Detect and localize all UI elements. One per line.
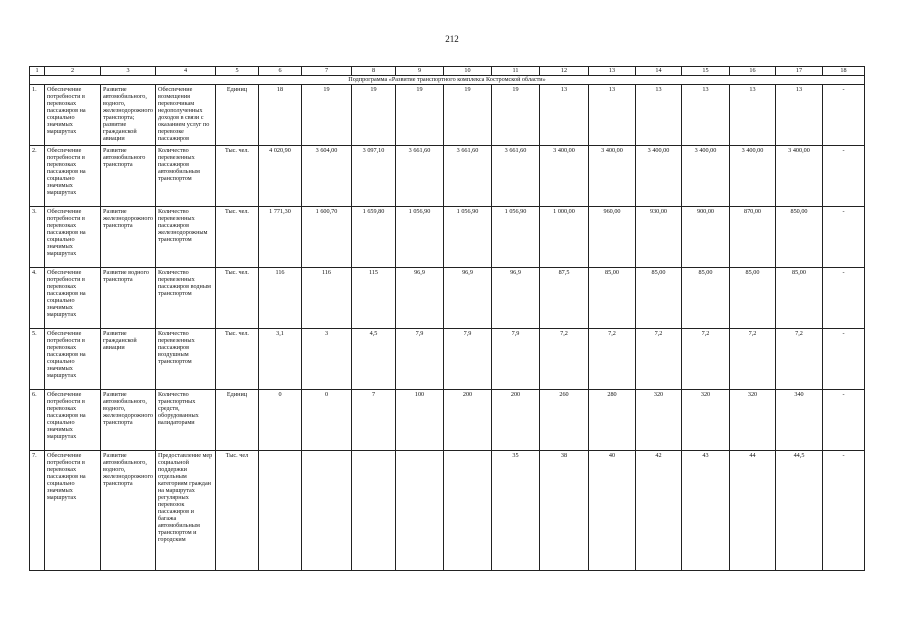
value-cell: 3 400,00 xyxy=(682,146,730,207)
value-cell: 870,00 xyxy=(730,207,776,268)
direction-cell: Развитие автомобильного, водного, железнодорожного транспорта xyxy=(101,451,156,571)
value-cell: 42 xyxy=(636,451,682,571)
value-cell: 19 xyxy=(492,85,540,146)
value-cell: 19 xyxy=(444,85,492,146)
value-cell: 7 xyxy=(352,390,396,451)
column-header: 15 xyxy=(682,67,730,76)
value-cell: 7,2 xyxy=(589,329,636,390)
value-cell: 7,9 xyxy=(396,329,444,390)
value-cell: 3,1 xyxy=(259,329,302,390)
value-cell: 7,2 xyxy=(682,329,730,390)
row-number: 7. xyxy=(30,451,45,571)
column-header: 11 xyxy=(492,67,540,76)
value-cell: 200 xyxy=(492,390,540,451)
column-header: 14 xyxy=(636,67,682,76)
value-cell: 3 661,60 xyxy=(444,146,492,207)
empty-cell: - xyxy=(823,390,865,451)
task-cell: Обеспечение потребности в перевозках пассажиров на социально значимых маршрутах xyxy=(45,207,101,268)
table-row xyxy=(30,85,865,146)
unit-cell: Тыс. чел xyxy=(216,451,259,571)
value-cell: 1 056,90 xyxy=(444,207,492,268)
value-cell: 19 xyxy=(352,85,396,146)
value-cell: 3 661,60 xyxy=(396,146,444,207)
value-cell: 1 056,90 xyxy=(492,207,540,268)
indicator-cell: Обеспечение возмещения перевозчикам недополученных доходов в связи с оказанием услуг по перевозке пассажиров xyxy=(156,85,216,146)
value-cell: 7,2 xyxy=(776,329,823,390)
value-cell: 13 xyxy=(776,85,823,146)
table-row xyxy=(30,207,865,268)
indicator-cell: Количество перевезенных пассажиров водным транспортом xyxy=(156,268,216,329)
value-cell: 38 xyxy=(540,451,589,571)
unit-cell: Тыс. чел. xyxy=(216,146,259,207)
column-header: 12 xyxy=(540,67,589,76)
value-cell: 85,00 xyxy=(636,268,682,329)
value-cell: 3 400,00 xyxy=(540,146,589,207)
table-row xyxy=(30,390,865,451)
value-cell xyxy=(302,451,352,571)
direction-cell: Развитие автомобильного транспорта xyxy=(101,146,156,207)
indicator-cell: Количество транспортных средств, оборудованных валидаторами xyxy=(156,390,216,451)
column-header: 3 xyxy=(101,67,156,76)
value-cell: 7,9 xyxy=(444,329,492,390)
value-cell: 13 xyxy=(730,85,776,146)
indicator-cell: Количество перевезенных пассажиров воздушным транспортом xyxy=(156,329,216,390)
unit-cell: Единиц xyxy=(216,390,259,451)
subprogram-row xyxy=(30,76,865,85)
empty-cell: - xyxy=(823,329,865,390)
value-cell: 960,00 xyxy=(589,207,636,268)
subprogram-title: Подпрограмма «Развитие транспортного комплекса Костромской области» xyxy=(30,76,865,85)
column-header: 13 xyxy=(589,67,636,76)
value-cell: 3 097,10 xyxy=(352,146,396,207)
value-cell: 3 400,00 xyxy=(776,146,823,207)
row-number: 2. xyxy=(30,146,45,207)
direction-cell: Развитие автомобильного, водного, железнодорожного транспорта xyxy=(101,390,156,451)
value-cell: 1 600,70 xyxy=(302,207,352,268)
table-row xyxy=(30,146,865,207)
column-header: 5 xyxy=(216,67,259,76)
row-number: 5. xyxy=(30,329,45,390)
value-cell: 4 020,90 xyxy=(259,146,302,207)
direction-cell: Развитие автомобильного, водного, железнодорожного транспорта; развитие гражданской авиации xyxy=(101,85,156,146)
value-cell: 280 xyxy=(589,390,636,451)
value-cell xyxy=(259,451,302,571)
value-cell: 260 xyxy=(540,390,589,451)
direction-cell: Развитие железнодорожного транспорта xyxy=(101,207,156,268)
value-cell: 1 659,80 xyxy=(352,207,396,268)
value-cell: 13 xyxy=(589,85,636,146)
direction-cell: Развитие гражданской авиации xyxy=(101,329,156,390)
value-cell: 1 771,30 xyxy=(259,207,302,268)
value-cell: 85,00 xyxy=(589,268,636,329)
value-cell: 4,5 xyxy=(352,329,396,390)
value-cell: 44,5 xyxy=(776,451,823,571)
value-cell: 1 000,00 xyxy=(540,207,589,268)
value-cell: 7,2 xyxy=(730,329,776,390)
value-cell: 3 604,00 xyxy=(302,146,352,207)
row-number: 6. xyxy=(30,390,45,451)
indicator-cell: Предоставление мер социальной поддержки отдельным категориям граждан на маршрутах регулярных перевозок пассажиров и багажа автомобильным транспортом и городским xyxy=(156,451,216,571)
column-header: 18 xyxy=(823,67,865,76)
column-header: 7 xyxy=(302,67,352,76)
empty-cell: - xyxy=(823,451,865,571)
value-cell: 35 xyxy=(492,451,540,571)
value-cell: 3 400,00 xyxy=(730,146,776,207)
value-cell: 7,2 xyxy=(540,329,589,390)
value-cell: 3 xyxy=(302,329,352,390)
task-cell: Обеспечение потребности в перевозках пассажиров на социально значимых маршрутах xyxy=(45,268,101,329)
value-cell: 96,9 xyxy=(444,268,492,329)
column-header: 6 xyxy=(259,67,302,76)
column-header: 8 xyxy=(352,67,396,76)
unit-cell: Тыс. чел. xyxy=(216,268,259,329)
value-cell: 3 661,60 xyxy=(492,146,540,207)
value-cell: 13 xyxy=(540,85,589,146)
value-cell: 320 xyxy=(730,390,776,451)
value-cell: 7,9 xyxy=(492,329,540,390)
value-cell: 43 xyxy=(682,451,730,571)
value-cell: 0 xyxy=(259,390,302,451)
column-header: 2 xyxy=(45,67,101,76)
row-number: 1. xyxy=(30,85,45,146)
direction-cell: Развитие водного транспорта xyxy=(101,268,156,329)
unit-cell: Единиц xyxy=(216,85,259,146)
column-header: 17 xyxy=(776,67,823,76)
page-number: 212 xyxy=(445,34,459,44)
value-cell: 320 xyxy=(636,390,682,451)
value-cell: 1 056,90 xyxy=(396,207,444,268)
unit-cell: Тыс. чел. xyxy=(216,329,259,390)
value-cell: 96,9 xyxy=(396,268,444,329)
value-cell: 900,00 xyxy=(682,207,730,268)
value-cell: 116 xyxy=(302,268,352,329)
row-number: 4. xyxy=(30,268,45,329)
empty-cell: - xyxy=(823,268,865,329)
column-header: 4 xyxy=(156,67,216,76)
table-row xyxy=(30,451,865,571)
value-cell: 850,00 xyxy=(776,207,823,268)
value-cell: 930,00 xyxy=(636,207,682,268)
empty-cell: - xyxy=(823,207,865,268)
value-cell: 0 xyxy=(302,390,352,451)
value-cell: 116 xyxy=(259,268,302,329)
value-cell: 13 xyxy=(682,85,730,146)
value-cell: 18 xyxy=(259,85,302,146)
value-cell: 85,00 xyxy=(682,268,730,329)
value-cell: 44 xyxy=(730,451,776,571)
empty-cell: - xyxy=(823,146,865,207)
value-cell: 40 xyxy=(589,451,636,571)
value-cell: 320 xyxy=(682,390,730,451)
column-header: 10 xyxy=(444,67,492,76)
value-cell: 19 xyxy=(396,85,444,146)
indicator-cell: Количество перевезенных пассажиров автомобильным транспортом xyxy=(156,146,216,207)
value-cell: 3 400,00 xyxy=(589,146,636,207)
value-cell xyxy=(352,451,396,571)
value-cell: 7,2 xyxy=(636,329,682,390)
value-cell xyxy=(444,451,492,571)
row-number: 3. xyxy=(30,207,45,268)
value-cell: 200 xyxy=(444,390,492,451)
table-row xyxy=(30,268,865,329)
value-cell: 3 400,00 xyxy=(636,146,682,207)
task-cell: Обеспечение потребности в перевозках пассажиров на социально значимых маршрутах xyxy=(45,390,101,451)
indicator-cell: Количество перевезенных пассажиров железнодорожным транспортом xyxy=(156,207,216,268)
value-cell: 340 xyxy=(776,390,823,451)
value-cell: 96,9 xyxy=(492,268,540,329)
value-cell: 87,5 xyxy=(540,268,589,329)
header-row xyxy=(30,67,865,76)
value-cell: 19 xyxy=(302,85,352,146)
task-cell: Обеспечение потребности в перевозках пассажиров на социально значимых маршрутах xyxy=(45,85,101,146)
unit-cell: Тыс. чел. xyxy=(216,207,259,268)
value-cell: 85,00 xyxy=(776,268,823,329)
value-cell xyxy=(396,451,444,571)
indicators-table xyxy=(29,66,865,571)
value-cell: 115 xyxy=(352,268,396,329)
table-row xyxy=(30,329,865,390)
task-cell: Обеспечение потребности в перевозках пассажиров на социально значимых маршрутах xyxy=(45,329,101,390)
value-cell: 85,00 xyxy=(730,268,776,329)
value-cell: 13 xyxy=(636,85,682,146)
task-cell: Обеспечение потребности в перевозках пассажиров на социально значимых маршрутах xyxy=(45,451,101,571)
value-cell: 100 xyxy=(396,390,444,451)
column-header: 1 xyxy=(30,67,45,76)
empty-cell: - xyxy=(823,85,865,146)
column-header: 16 xyxy=(730,67,776,76)
task-cell: Обеспечение потребности в перевозках пассажиров на социально значимых маршрутах xyxy=(45,146,101,207)
column-header: 9 xyxy=(396,67,444,76)
